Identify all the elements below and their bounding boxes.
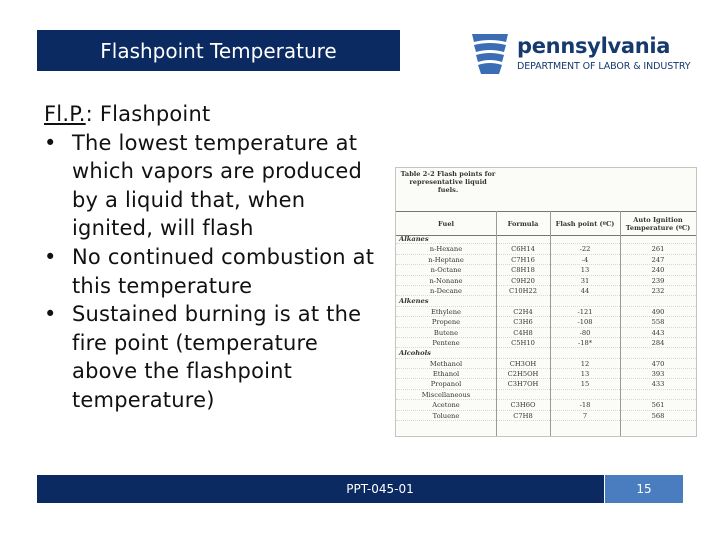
table-section-label: Alkanes: [399, 235, 429, 243]
table-row: [396, 379, 696, 389]
table-cell-flash-point: 31: [580, 276, 590, 285]
table-cell-fuel: Propanol: [430, 380, 462, 389]
table-cell-auto-ignition: 232: [651, 286, 665, 295]
table-cell-auto-ignition: 247: [651, 255, 665, 264]
table-section-row: [396, 390, 696, 400]
bullet-text: No continued combustion at this temperature: [72, 244, 375, 298]
table-section-label: Alcohols: [399, 349, 431, 358]
table-cell-formula: CH3OH: [509, 359, 537, 368]
table-cell-auto-ignition: 261: [651, 245, 665, 254]
table-row: [396, 328, 696, 338]
table-cell-fuel: n-Heptane: [428, 255, 464, 264]
table-cell-flash-point: -18: [579, 401, 591, 410]
table-cell-auto-ignition: 240: [651, 266, 665, 275]
table-row: [396, 359, 696, 369]
logo-department: DEPARTMENT OF LABOR & INDUSTRY: [517, 61, 691, 72]
table-cell-fuel: Pentene: [432, 338, 460, 347]
table-row: [396, 411, 696, 421]
table-cell-fuel: n-Octane: [430, 266, 462, 275]
table-cell-formula: C2H5OH: [507, 370, 539, 379]
table-cell-fuel: n-Decane: [430, 286, 462, 295]
table-cell-fuel: n-Nonane: [429, 276, 463, 285]
definition-abbr: Fl.P.: [44, 102, 86, 126]
table-row: [396, 369, 696, 379]
definition-line: [44, 100, 389, 129]
table-row: [396, 307, 696, 317]
bullet-text: Sustained burning is at the fire point (temperature above the flashpoint temperature): [72, 302, 362, 412]
table-cell-formula: C6H14: [511, 245, 535, 254]
table-cell-fuel: n-Hexane: [429, 245, 463, 254]
table-header-flash-point: Flash point (ºC): [555, 219, 615, 228]
table-cell-auto-ignition: 433: [651, 380, 665, 389]
table-cell-flash-point: -80: [579, 328, 591, 337]
slide-title: Flashpoint Temperature: [100, 38, 337, 63]
table-cell-formula: C8H18: [511, 266, 535, 275]
table-cell-flash-point: -121: [577, 307, 593, 316]
footer-code: PPT-045-01: [346, 482, 414, 496]
table-caption: Table 2-2 Flash points for representative liquid fuels.: [400, 170, 496, 194]
table-row: [396, 317, 696, 327]
page-number: 15: [605, 475, 683, 503]
table-body: [396, 234, 696, 421]
table-cell-auto-ignition: 393: [651, 370, 665, 379]
table-section-label: Alkenes: [399, 297, 429, 306]
table-cell-formula: C7H8: [513, 411, 533, 420]
table-cell-flash-point: 44: [580, 286, 590, 295]
table-cell-auto-ignition: 443: [651, 328, 665, 337]
logo-wordmark: pennsylvania: [517, 34, 671, 58]
table-row: [396, 400, 696, 410]
table-cell-formula: C3H6: [513, 318, 533, 327]
bullet-item: [44, 129, 389, 243]
table-cell-auto-ignition: 561: [651, 401, 665, 410]
slide-body: [44, 100, 389, 415]
table-row: [396, 255, 696, 265]
table-section-label: Miscellaneous: [421, 390, 471, 399]
table-cell-flash-point: -22: [579, 245, 591, 254]
table-cell-auto-ignition: 558: [651, 318, 665, 327]
bullet-marker: •: [44, 302, 57, 327]
table-section-row: [396, 348, 696, 358]
table-cell-formula: C2H4: [513, 307, 533, 316]
table-header-row: [396, 211, 696, 236]
table-header-auto-ignition: Auto Ignition Temperature (ºC): [625, 215, 691, 232]
table-cell-fuel: Propene: [431, 318, 461, 327]
table-cell-fuel: Ethanol: [432, 370, 460, 379]
table-cell-auto-ignition: 490: [651, 307, 665, 316]
table-row: [396, 338, 696, 348]
bullet-text: The lowest temperature at which vapors are produced by a liquid that, when ignited, will flash: [72, 130, 362, 241]
table-cell-flash-point: 15: [580, 380, 590, 389]
table-cell-formula: C10H22: [509, 286, 537, 295]
table-cell-flash-point: 13: [580, 370, 590, 379]
table-cell-auto-ignition: 470: [651, 359, 665, 368]
table-cell-flash-point: 13: [580, 266, 590, 275]
table-cell-fuel: Methanol: [429, 359, 463, 368]
table-cell-flash-point: 7: [582, 411, 588, 420]
keystone-logo-icon: [466, 32, 514, 76]
slide-title-bar: [37, 30, 400, 71]
definition-text: : Flashpoint: [85, 102, 211, 126]
table-cell-fuel: Butene: [433, 328, 459, 337]
table-cell-fuel: Ethylene: [430, 307, 461, 316]
table-section-row: [396, 234, 696, 244]
table-cell-fuel: Toluene: [432, 411, 460, 420]
flash-point-table-image: [395, 167, 697, 437]
table-cell-auto-ignition: 239: [651, 276, 665, 285]
table-cell-flash-point: 12: [580, 359, 590, 368]
table-cell-auto-ignition: 284: [651, 338, 665, 347]
bullet-item: [44, 300, 389, 414]
pennsylvania-logo: [466, 30, 696, 78]
table-row: [396, 265, 696, 275]
table-cell-formula: C4H8: [513, 328, 533, 337]
table-header-fuel: Fuel: [437, 219, 455, 228]
bullet-list: [44, 129, 389, 415]
bullet-marker: •: [44, 130, 57, 155]
table-row: [396, 286, 696, 296]
table-row: [396, 244, 696, 254]
table-cell-fuel: Acetone: [432, 401, 460, 410]
table-section-row: [396, 296, 696, 306]
table-cell-flash-point: -18*: [577, 338, 593, 347]
table-row: [396, 276, 696, 286]
table-cell-flash-point: -108: [577, 318, 593, 327]
table-cell-formula: C5H10: [511, 338, 535, 347]
table-cell-auto-ignition: 568: [651, 411, 665, 420]
bullet-marker: •: [44, 244, 57, 269]
table-cell-formula: C3H7OH: [507, 380, 539, 389]
table-header-formula: Formula: [507, 219, 539, 228]
table-cell-formula: C3H6O: [510, 401, 536, 410]
table-cell-formula: C9H20: [511, 276, 535, 285]
table-cell-flash-point: -4: [581, 255, 589, 264]
table-cell-formula: C7H16: [511, 255, 535, 264]
footer-bar: [37, 475, 604, 503]
bullet-item: [44, 243, 389, 300]
